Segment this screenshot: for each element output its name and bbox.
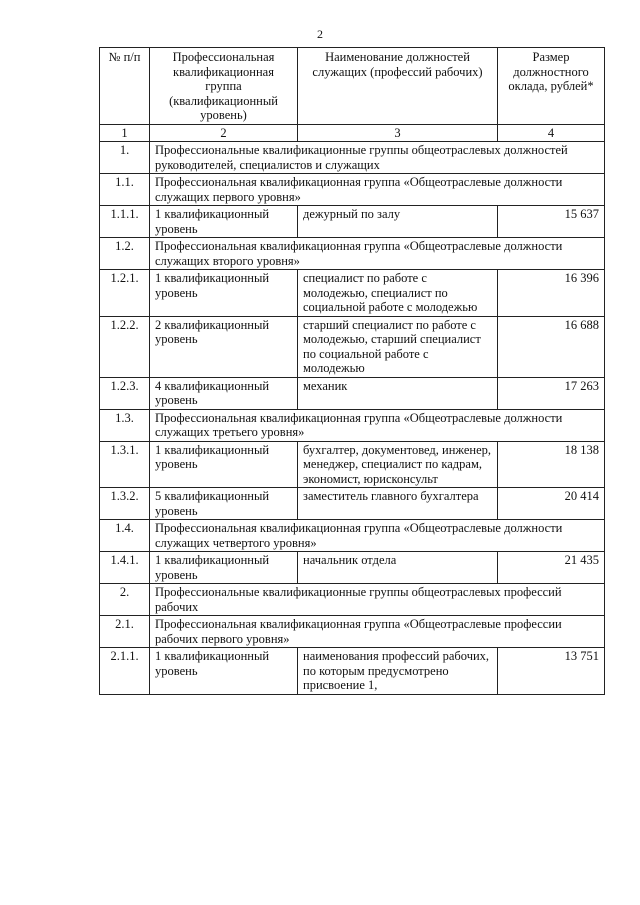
salary-value: 16 688 [498,316,605,377]
table-row [100,441,605,488]
header-group: Профессиональная квалификационная группа (квалификационный уровень) [150,48,298,125]
qualification-level: 1 квалификационный уровень [150,206,298,238]
salary-value: 18 138 [498,441,605,488]
row-number: 1.4.1. [100,552,150,584]
row-number: 1. [100,142,150,174]
group-row [100,238,605,270]
position-names: дежурный по залу [298,206,498,238]
row-number: 1.1.1. [100,206,150,238]
column-index-row [100,124,605,142]
salary-value: 16 396 [498,270,605,317]
position-names: механик [298,377,498,409]
group-row [100,520,605,552]
row-number: 1.2.1. [100,270,150,317]
table-row [100,206,605,238]
table-row [100,270,605,317]
group-title: Профессиональная квалификационная группа «Общеотраслевые должности служащих третьего уровня» [150,409,605,441]
position-names: наименования профессий рабочих, по которым предусмотрено присвоение 1, [298,648,498,695]
salary-value: 13 751 [498,648,605,695]
column-index: 3 [298,124,498,142]
salary-value: 20 414 [498,488,605,520]
header-salary: Размер должностного оклада, рублей* [498,48,605,125]
group-row [100,409,605,441]
group-row [100,142,605,174]
salary-value: 17 263 [498,377,605,409]
table-row [100,488,605,520]
group-title: Профессиональная квалификационная группа «Общеотраслевые должности служащих четвертого уровня» [150,520,605,552]
row-number: 2. [100,584,150,616]
qualification-level: 2 квалификационный уровень [150,316,298,377]
group-title: Профессиональная квалификационная группа «Общеотраслевые должности служащих второго уровня» [150,238,605,270]
qualification-level: 1 квалификационный уровень [150,648,298,695]
page-number: 2 [317,27,323,41]
salary-value: 15 637 [498,206,605,238]
column-index: 1 [100,124,150,142]
group-title: Профессиональная квалификационная группа «Общеотраслевые профессии рабочих первого уровня» [150,616,605,648]
position-names: заместитель главного бухгалтера [298,488,498,520]
qualification-level: 1 квалификационный уровень [150,441,298,488]
table-row [100,552,605,584]
group-row [100,174,605,206]
row-number: 1.3. [100,409,150,441]
row-number: 1.3.2. [100,488,150,520]
group-title: Профессиональные квалификационные группы общеотраслевых должностей руководителей, специалистов и служащих [150,142,605,174]
table-row [100,316,605,377]
row-number: 1.1. [100,174,150,206]
group-title: Профессиональная квалификационная группа «Общеотраслевые должности служащих первого уровня» [150,174,605,206]
qualification-level: 1 квалификационный уровень [150,270,298,317]
qualification-level: 1 квалификационный уровень [150,552,298,584]
row-number: 1.2. [100,238,150,270]
table-header-row [100,48,605,125]
row-number: 2.1. [100,616,150,648]
column-index: 4 [498,124,605,142]
position-names: специалист по работе с молодежью, специалист по социальной работе с молодежью [298,270,498,317]
position-names: старший специалист по работе с молодежью, старший специалист по социальной работе с молодежью [298,316,498,377]
row-number: 2.1.1. [100,648,150,695]
table-row [100,648,605,695]
row-number: 1.2.3. [100,377,150,409]
qualification-level: 4 квалификационный уровень [150,377,298,409]
row-number: 1.3.1. [100,441,150,488]
qualification-level: 5 квалификационный уровень [150,488,298,520]
row-number: 1.2.2. [100,316,150,377]
group-title: Профессиональные квалификационные группы общеотраслевых профессий рабочих [150,584,605,616]
table-row [100,377,605,409]
header-positions: Наименование должностей служащих (профессий рабочих) [298,48,498,125]
header-number: № п/п [100,48,150,125]
position-names: бухгалтер, документовед, инженер, менеджер, специалист по кадрам, экономист, юрисконсульт [298,441,498,488]
group-row [100,584,605,616]
group-row [100,616,605,648]
row-number: 1.4. [100,520,150,552]
column-index: 2 [150,124,298,142]
salary-value: 21 435 [498,552,605,584]
position-names: начальник отдела [298,552,498,584]
salary-table [99,47,605,695]
